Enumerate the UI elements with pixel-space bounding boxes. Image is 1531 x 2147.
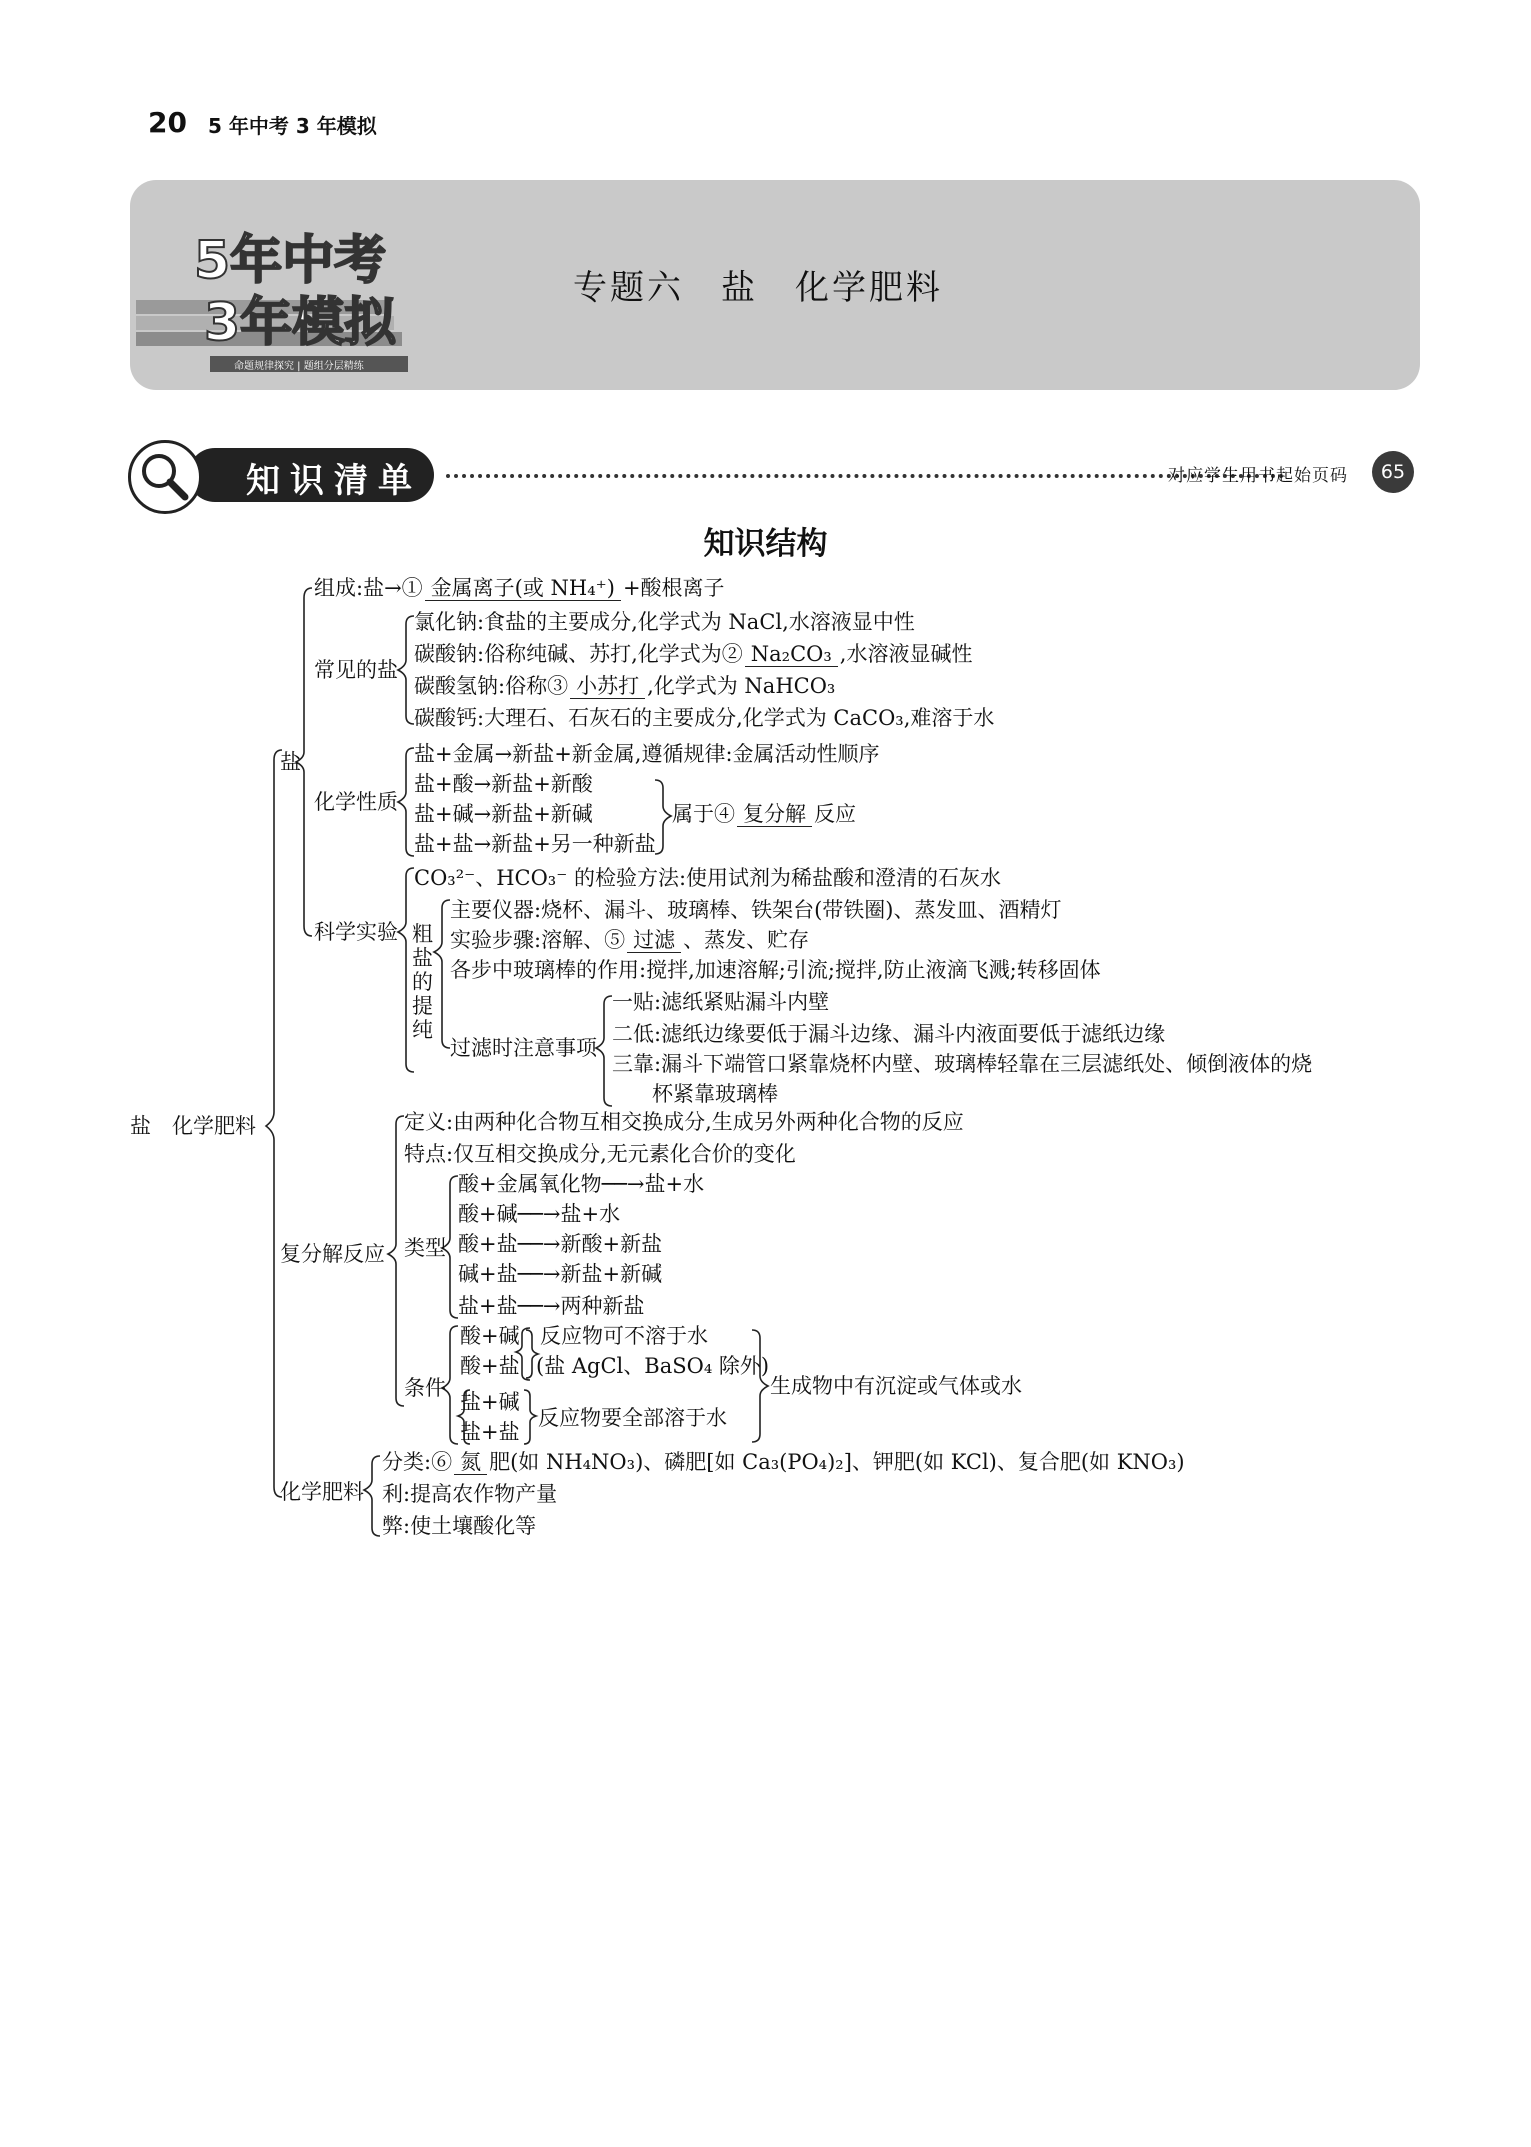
brace-crude xyxy=(434,900,450,1048)
filter-1: 一贴:滤纸紧贴漏斗内壁 xyxy=(612,990,830,1014)
brace-belong xyxy=(655,780,671,854)
filter-2: 二低:滤纸边缘要低于漏斗边缘、漏斗内液面要低于滤纸边缘 xyxy=(612,1022,1166,1046)
brace-double xyxy=(388,1116,404,1406)
brace-common xyxy=(398,616,414,724)
condition-salt-base: 盐+碱 xyxy=(460,1390,520,1414)
type-3: 酸+盐──→新酸+新盐 xyxy=(458,1232,663,1256)
na2co3-line xyxy=(414,640,972,668)
condition-exception: (盐 AgCl、BaSO₄ 除外) xyxy=(536,1354,770,1378)
tree-root: 盐 化学肥料 xyxy=(130,1114,256,1138)
logo-caption: 命题规律探究 | 题组分层精练 xyxy=(234,361,364,372)
nahco3-rest: ,化学式为 NaHCO₃ xyxy=(647,674,836,698)
node-common-salts: 常见的盐 xyxy=(314,658,398,682)
blank-4-answer: 复分解 xyxy=(737,802,812,827)
belong-text: 属于④ xyxy=(672,802,735,826)
na2co3-text: 碳酸钠:俗称纯碱、苏打,化学式为② xyxy=(414,642,743,666)
blank-1-answer: 金属离子(或 NH₄⁺) xyxy=(425,576,621,601)
node-double-decomposition: 复分解反应 xyxy=(280,1242,385,1266)
structure-title: 知识结构 xyxy=(703,526,828,562)
type-1: 酸+金属氧化物──→盐+水 xyxy=(458,1172,705,1196)
node-chemical-properties: 化学性质 xyxy=(314,790,398,814)
belong-rest: 反应 xyxy=(814,802,856,826)
blank-5-answer: 过滤 xyxy=(627,928,681,953)
blank-1-number: ① xyxy=(401,576,423,600)
crude-salt-label: 粗盐的提纯 xyxy=(412,922,433,1042)
brace-result xyxy=(752,1330,768,1442)
na2co3-rest: ,水溶液显碱性 xyxy=(839,642,973,666)
fertilizer-classes xyxy=(382,1448,1185,1476)
filter-3a: 三靠:漏斗下端管口紧靠烧杯内壁、玻璃棒轻靠在三层滤纸处、倾倒液体的烧 xyxy=(612,1052,1313,1076)
brace-c34-right xyxy=(524,1390,536,1444)
classes-text: 分类:⑥ xyxy=(382,1450,453,1474)
type-2: 酸+碱──→盐+水 xyxy=(458,1202,621,1226)
property-3: 盐+碱→新盐+新碱 xyxy=(414,802,593,826)
property-4: 盐+盐→新盐+另一种新盐 xyxy=(414,832,656,856)
reference-page-badge: 65 xyxy=(1372,451,1414,493)
ion-test-line: CO₃²⁻、HCO₃⁻ 的检验方法:使用试剂为稀盐酸和澄清的石灰水 xyxy=(414,866,1002,890)
steps-text: 实验步骤:溶解、⑤ xyxy=(450,928,626,952)
page-number: 20 xyxy=(148,106,187,139)
condition-insoluble-ok: 反应物可不溶于水 xyxy=(540,1324,708,1348)
section-label: 知识清单 xyxy=(246,461,422,501)
type-4: 碱+盐──→新盐+新碱 xyxy=(458,1262,663,1286)
reference-note: 对应学生用书起始页码 xyxy=(1168,466,1348,486)
composition-label: 组成:盐→ xyxy=(314,576,402,600)
composition-rest: +酸根离子 xyxy=(622,576,725,600)
property-1: 盐+金属→新盐+新金属,遵循规律:金属活动性顺序 xyxy=(414,742,880,766)
fertilizer-benefit: 利:提高农作物产量 xyxy=(382,1482,558,1506)
classes-rest: 肥(如 NH₄NO₃)、磷肥[如 Ca₃(PO₄)₂]、钾肥(如 KCl)、复合肥(如 KNO₃) xyxy=(489,1450,1185,1474)
brace-root xyxy=(266,750,282,1497)
types-label: 类型 xyxy=(404,1236,446,1260)
belong-line xyxy=(672,800,856,828)
condition-soluble: 反应物要全部溶于水 xyxy=(538,1406,727,1430)
nahco3-text: 碳酸氢钠:俗称③ xyxy=(414,674,569,698)
nacl-line: 氯化钠:食盐的主要成分,化学式为 NaCl,水溶液显中性 xyxy=(414,610,915,634)
instruments-line: 主要仪器:烧杯、漏斗、玻璃棒、铁架台(带铁圈)、蒸发皿、酒精灯 xyxy=(450,898,1062,922)
filter-3b: 杯紧靠玻璃棒 xyxy=(652,1082,778,1106)
logo-line1: 5年中考 xyxy=(194,231,387,291)
brace-fert xyxy=(364,1456,380,1536)
brace-filter xyxy=(596,996,612,1106)
series-title: 5 年中考 3 年模拟 xyxy=(208,114,377,138)
nahco3-line xyxy=(414,672,835,700)
blank-6-answer: 氮 xyxy=(454,1450,487,1475)
fertilizer-harm: 弊:使土壤酸化等 xyxy=(382,1514,537,1538)
steps-rest: 、蒸发、贮存 xyxy=(683,928,810,952)
steps-line xyxy=(450,926,809,954)
rod-line: 各步中玻璃棒的作用:搅拌,加速溶解;引流;搅拌,防止液滴飞溅;转移固体 xyxy=(450,958,1101,982)
definition-line: 定义:由两种化合物互相交换成分,生成另外两种化合物的反应 xyxy=(404,1110,964,1134)
feature-line: 特点:仅互相交换成分,无元素化合价的变化 xyxy=(404,1142,796,1166)
composition-line xyxy=(314,574,725,602)
type-5: 盐+盐──→两种新盐 xyxy=(458,1294,645,1318)
logo-line2: 3年模拟 xyxy=(204,293,397,353)
condition-acid-salt: 酸+盐 xyxy=(460,1354,520,1378)
blank-2-answer: Na₂CO₃ xyxy=(745,642,838,667)
topic-title: 专题六 盐 化学肥料 xyxy=(573,268,943,308)
condition-result: 生成物中有沉淀或气体或水 xyxy=(770,1374,1022,1398)
filter-label: 过滤时注意事项 xyxy=(450,1036,597,1060)
blank-3-answer: 小苏打 xyxy=(570,674,645,699)
brace-chemprop xyxy=(398,748,414,856)
conditions-label: 条件 xyxy=(404,1376,446,1400)
caco3-line: 碳酸钙:大理石、石灰石的主要成分,化学式为 CaCO₃,难溶于水 xyxy=(414,706,995,730)
condition-salt-salt: 盐+盐 xyxy=(460,1420,520,1444)
node-fertilizer: 化学肥料 xyxy=(280,1480,364,1504)
property-2: 盐+酸→新盐+新酸 xyxy=(414,772,593,796)
condition-acid-base: 酸+碱 xyxy=(460,1324,520,1348)
node-salt: 盐 xyxy=(280,750,301,774)
node-experiment: 科学实验 xyxy=(314,920,398,944)
